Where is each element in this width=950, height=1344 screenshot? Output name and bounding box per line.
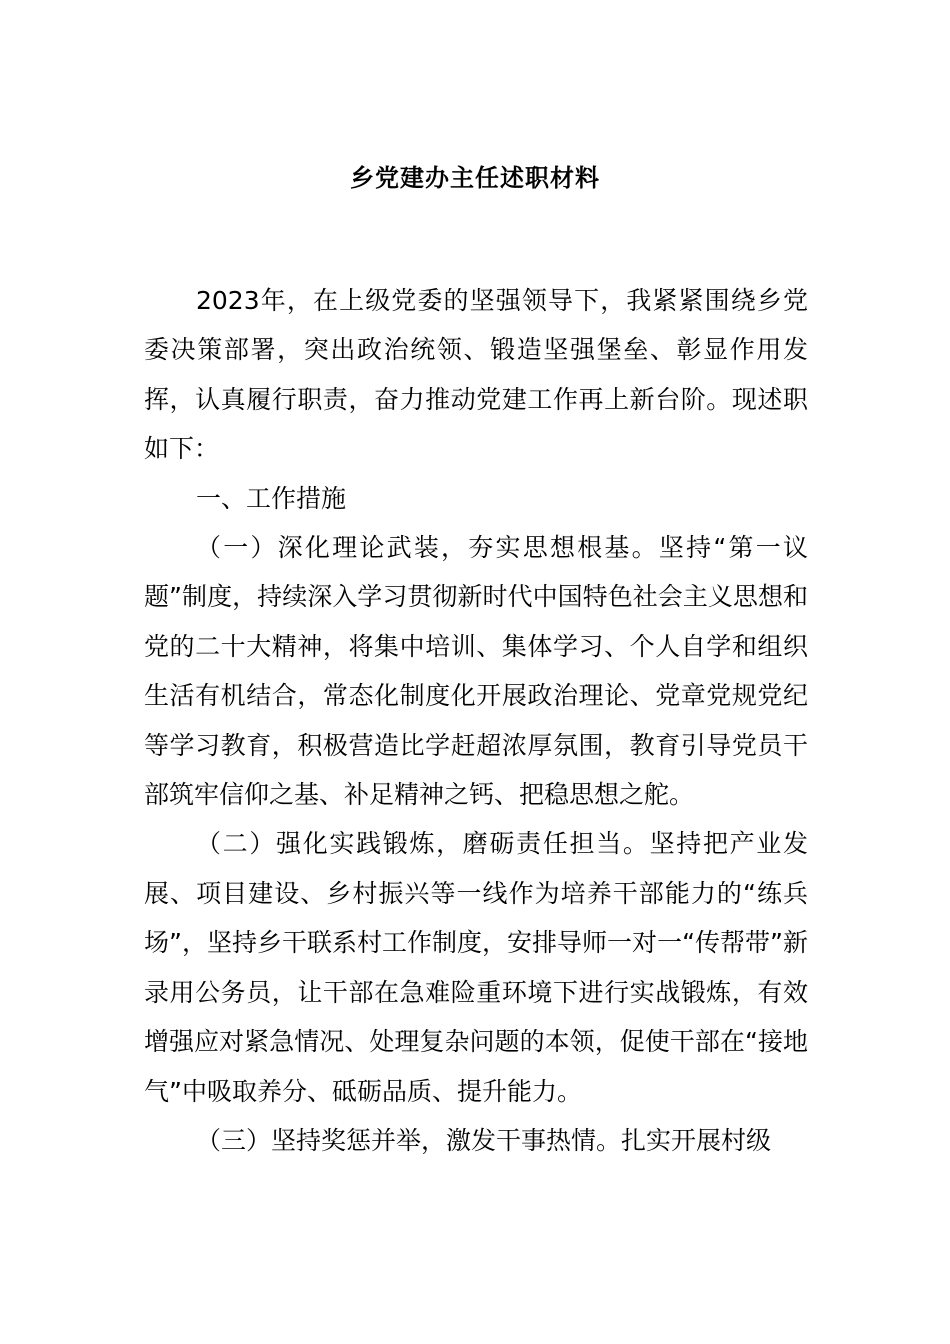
intro-paragraph: 2023年，在上级党委的坚强领导下，我紧紧围绕乡党委决策部署，突出政治统领、锻造坚强堡垒、彰显作用发挥，认真履行职责，奋力推动党建工作再上新台阶。现述职如下： (144, 286, 808, 464)
section-heading-work-measures: 一、工作措施 (196, 483, 347, 513)
paragraph-practice: （二）强化实践锻炼，磨砺责任担当。坚持把产业发展、项目建设、乡村振兴等一线作为培养干部能力的“练兵场”，坚持乡干联系村工作制度，安排导师一对一“传帮带”新录用公务员，让干部在急难险重环境下进行实战锻炼，有效增强应对紧急情况、处理复杂问题的本领，促使干部在“接地气”中吸取养分、砥砺品质、提升能力。 (144, 829, 808, 1106)
document-title: 乡党建办主任述职材料 (350, 164, 600, 192)
paragraph-rewards: （三）坚持奖惩并举，激发干事热情。扎实开展村级 (196, 1125, 772, 1155)
paragraph-theory: （一）深化理论武装，夯实思想根基。坚持“第一议题”制度，持续深入学习贯彻新时代中国特色社会主义思想和党的二十大精神，将集中培训、集体学习、个人自学和组织生活有机结合，常态化制度化开展政治理论、党章党规党纪等学习教育，积极营造比学赶超浓厚氛围，教育引导党员干部筑牢信仰之基、补足精神之钙、把稳思想之舵。 (144, 533, 808, 810)
document-body (144, 276, 808, 1165)
